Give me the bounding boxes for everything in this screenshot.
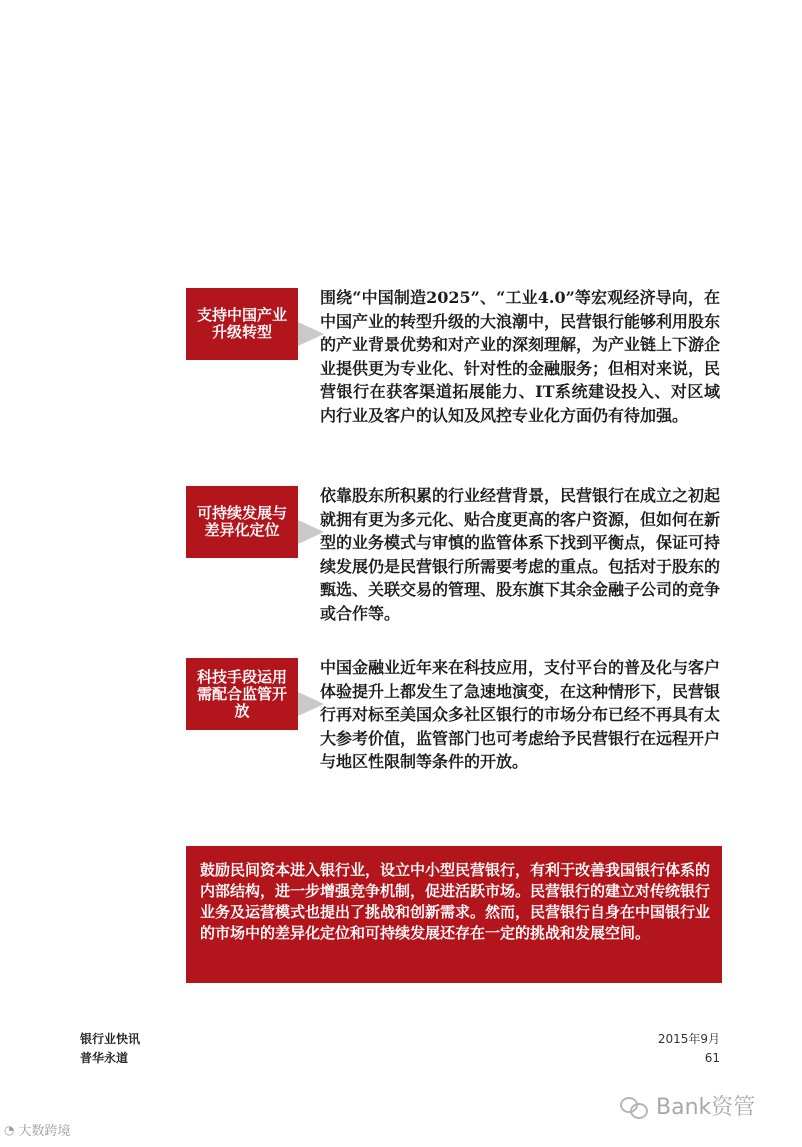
weibo-icon: ◔ xyxy=(4,1122,15,1137)
watermark-right xyxy=(620,1090,755,1121)
section-label-sustainable-development: 可持续发展与差异化定位 xyxy=(186,486,298,558)
footer-left xyxy=(80,1030,140,1068)
wechat-icon xyxy=(620,1095,650,1117)
company-name: 普华永道 xyxy=(80,1051,129,1065)
section-text-technology-regulation: 中国金融业近年来在科技应用，支付平台的普及化与客户体验提升上都发生了急速地演变，在这种情形下，民营银行再对标至美国众多社区银行的市场分布已经不再具有太大参考价值，监管部门也可考虑给予民营银行在远程开户与地区性限制等条件的开放。 xyxy=(320,658,721,771)
publication-date: 2015年9月 xyxy=(657,1032,720,1046)
page-number: 61 xyxy=(704,1051,720,1065)
watermark-left xyxy=(4,1120,71,1139)
section-label-industry-upgrade: 支持中国产业升级转型 xyxy=(186,288,298,360)
footer-right xyxy=(560,1030,720,1068)
summary-box: 鼓励民间资本进入银行业，设立中小型民营银行，有利于改善我国银行体系的内部结构，进一步增强竞争机制，促进活跃市场。民营银行的建立对传统银行业务及运营模式也提出了挑战和创新需求。然而，民营银行自身在中国银行业的市场中的差异化定位和可持续发展还存在一定的挑战和发展空间。 xyxy=(186,846,722,983)
watermark-left-text: 大数跨境 xyxy=(18,1124,71,1139)
section-text-industry-upgrade: 围绕“中国制造2025”、“工业4.0”等宏观经济导向，在中国产业的转型升级的大浪潮中，民营银行能够利用股东的产业背景优势和对产业的深刻理解，为产业链上下游企业提供更为专业化、针对性的金融服务；但相对来说，民营银行在获客渠道拓展能力、IT系统建设投入、对区域内行业及客户的认知及风控专业化方面仍有待加强。 xyxy=(320,288,721,425)
section-2 xyxy=(186,484,726,629)
section-3 xyxy=(186,656,726,806)
publication-name: 银行业快讯 xyxy=(80,1032,141,1046)
section-1 xyxy=(186,286,726,456)
section-label-technology-regulation: 科技手段运用需配合监管开放 xyxy=(186,658,298,730)
section-text-sustainable-development: 依靠股东所积累的行业经营背景，民营银行在成立之初起就拥有更为多元化、贴合度更高的客户资源，但如何在新型的业务模式与审慎的监管体系下找到平衡点，保证可持续发展仍是民营银行所需要考虑的重点。包括对于股东的甄选、关联交易的管理、股东旗下其余金融子公司的竞争或合作等。 xyxy=(320,486,721,623)
watermark-right-text: Bank资管 xyxy=(656,1095,756,1120)
